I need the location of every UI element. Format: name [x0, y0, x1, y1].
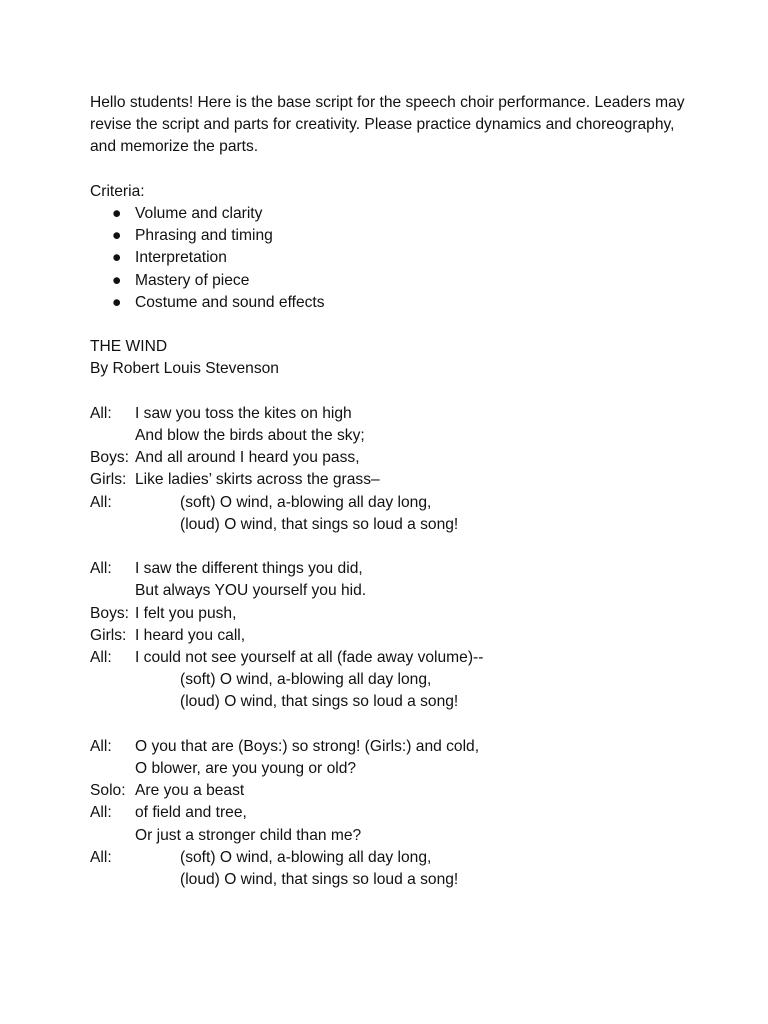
criteria-list: [90, 203, 690, 314]
speaker-label: [90, 758, 135, 780]
poem-stanza: [90, 558, 690, 713]
speaker-label: [90, 669, 135, 691]
speaker-label: [90, 425, 135, 447]
speaker-label: All:: [90, 804, 112, 822]
script-line: [90, 625, 690, 647]
criteria-item-label: Mastery of piece: [135, 271, 250, 289]
criteria-item-label: Volume and clarity: [135, 205, 263, 222]
document-page: [90, 92, 690, 891]
refrain-line-text: (loud) O wind, that sings so loud a song!: [180, 871, 459, 889]
speaker-label: All:: [90, 737, 112, 755]
criteria-item: [90, 203, 690, 225]
intro-paragraph: Hello students! Here is the base script for the speech choir performance. Leaders may revise the script and parts for creativity. Please practice dynamics and choreography, and memorize the parts.: [90, 94, 685, 156]
speaker-label: All:: [90, 560, 112, 578]
script-line: [90, 425, 690, 447]
script-line: [90, 780, 690, 802]
line-text: But always YOU yourself you hid.: [135, 582, 367, 600]
speaker-label: [90, 691, 135, 713]
criteria-item-label: Phrasing and timing: [135, 227, 273, 245]
poem-stanza: [90, 403, 690, 536]
script-line: [90, 825, 690, 847]
line-text: I saw you toss the kites on high: [135, 404, 352, 422]
script-line: [90, 758, 690, 780]
poem-body: [90, 403, 690, 891]
script-line: [90, 691, 690, 713]
script-line: [90, 469, 690, 491]
criteria-item-label: Interpretation: [135, 249, 227, 267]
refrain-line-text: (soft) O wind, a-blowing all day long,: [180, 493, 432, 511]
poem-author: By Robert Louis Stevenson: [90, 360, 279, 378]
script-line: [90, 514, 690, 536]
speaker-label: All:: [90, 848, 112, 866]
line-text: And all around I heard you pass,: [135, 449, 360, 467]
speaker-label: Girls:: [90, 626, 127, 644]
bullet-icon: ●: [112, 249, 122, 267]
line-text: Are you a beast: [135, 782, 245, 800]
bullet-icon: ●: [112, 227, 122, 245]
script-line: [90, 869, 690, 891]
bullet-icon: ●: [112, 293, 122, 311]
refrain-line-text: (soft) O wind, a-blowing all day long,: [180, 848, 432, 866]
line-text: And blow the birds about the sky;: [135, 427, 365, 444]
line-text: O you that are (Boys:) so strong! (Girls:) and cold,: [135, 737, 480, 755]
speaker-label: [90, 514, 135, 536]
poem-title: THE WIND: [90, 338, 168, 356]
script-line: [90, 603, 690, 625]
speaker-label: All:: [90, 649, 112, 667]
line-text: I felt you push,: [135, 604, 237, 622]
line-text: of field and tree,: [135, 804, 247, 822]
bullet-icon: ●: [112, 271, 122, 289]
script-line: [90, 669, 690, 691]
line-text: O blower, are you young or old?: [135, 760, 357, 778]
script-line: [90, 736, 690, 758]
script-line: [90, 847, 690, 869]
speaker-label: [90, 869, 135, 891]
speaker-label: Girls:: [90, 471, 127, 489]
refrain-line-text: (soft) O wind, a-blowing all day long,: [180, 671, 432, 689]
speaker-label: [90, 825, 135, 847]
script-line: [90, 492, 690, 514]
script-line: [90, 580, 690, 602]
speaker-label: Boys:: [90, 604, 129, 622]
refrain-line-text: (loud) O wind, that sings so loud a song!: [180, 693, 459, 711]
speaker-label: Boys:: [90, 449, 129, 467]
line-text: I heard you call,: [135, 626, 246, 644]
criteria-heading: Criteria:: [90, 182, 145, 200]
criteria-item: [90, 225, 690, 247]
speaker-label: [90, 580, 135, 602]
script-line: [90, 403, 690, 425]
line-text: Or just a stronger child than me?: [135, 826, 362, 844]
script-line: [90, 558, 690, 580]
line-text: I saw the different things you did,: [135, 560, 363, 578]
script-line: [90, 802, 690, 824]
speaker-label: All:: [90, 404, 112, 422]
criteria-item: [90, 247, 690, 269]
line-text: I could not see yourself at all (fade away volume)--: [135, 649, 484, 667]
criteria-item: [90, 292, 690, 314]
speaker-label: All:: [90, 493, 112, 511]
script-line: [90, 447, 690, 469]
script-line: [90, 647, 690, 669]
bullet-icon: ●: [112, 205, 122, 222]
criteria-item: [90, 270, 690, 292]
poem-stanza: [90, 736, 690, 891]
line-text: Like ladies’ skirts across the grass–: [135, 471, 380, 489]
speaker-label: Solo:: [90, 782, 126, 800]
criteria-item-label: Costume and sound effects: [135, 293, 325, 311]
refrain-line-text: (loud) O wind, that sings so loud a song!: [180, 515, 459, 533]
